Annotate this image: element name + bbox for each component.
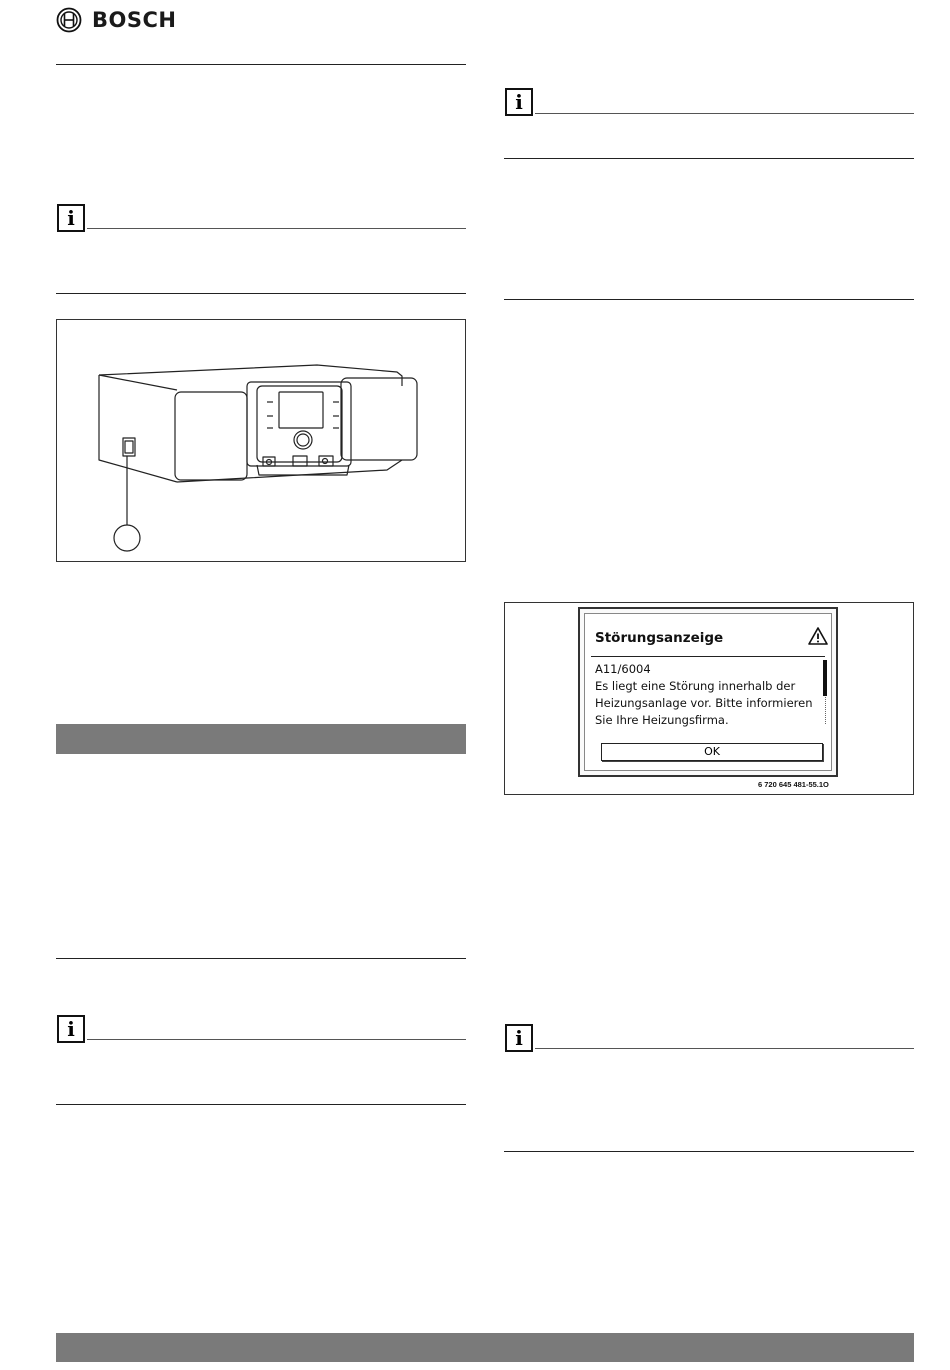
display-screen [584,613,832,771]
info-icon: i [505,88,533,116]
brand-name: BOSCH [92,8,177,32]
scrollbar-thumb[interactable] [823,660,827,696]
section-rule [504,158,914,159]
section-rule [56,958,466,959]
ok-button[interactable]: OK [601,743,823,761]
note-end-rule [504,1151,914,1152]
note-rule [535,113,914,114]
info-icon: i [57,1015,85,1043]
fault-message: Es liegt eine Störung innerhalb der Heizungsanlage vor. Bitte informieren Sie Ihre Heizungsfirma. [595,679,813,727]
display-title: Störungsanzeige [595,630,724,646]
controller-device-drawing [57,320,465,561]
note-rule [87,228,466,229]
controller-display [578,607,838,777]
display-title-separator [591,656,825,657]
fault-code: A11/6004 [595,662,651,676]
info-icon: i [57,204,85,232]
footer-bar [56,1333,914,1362]
note-end-rule [56,1104,466,1105]
section-rule [504,299,914,300]
device-figure [56,319,466,562]
note-rule [87,1039,466,1040]
info-icon: i [505,1024,533,1052]
note-end-rule [56,293,466,294]
bosch-logo-icon [56,7,82,33]
warning-triangle-icon [807,626,829,646]
figure-caption: 6 720 645 481-55.1O [758,780,829,789]
note-rule [535,1048,914,1049]
section-rule [56,64,466,65]
section-heading-bar [56,724,466,754]
